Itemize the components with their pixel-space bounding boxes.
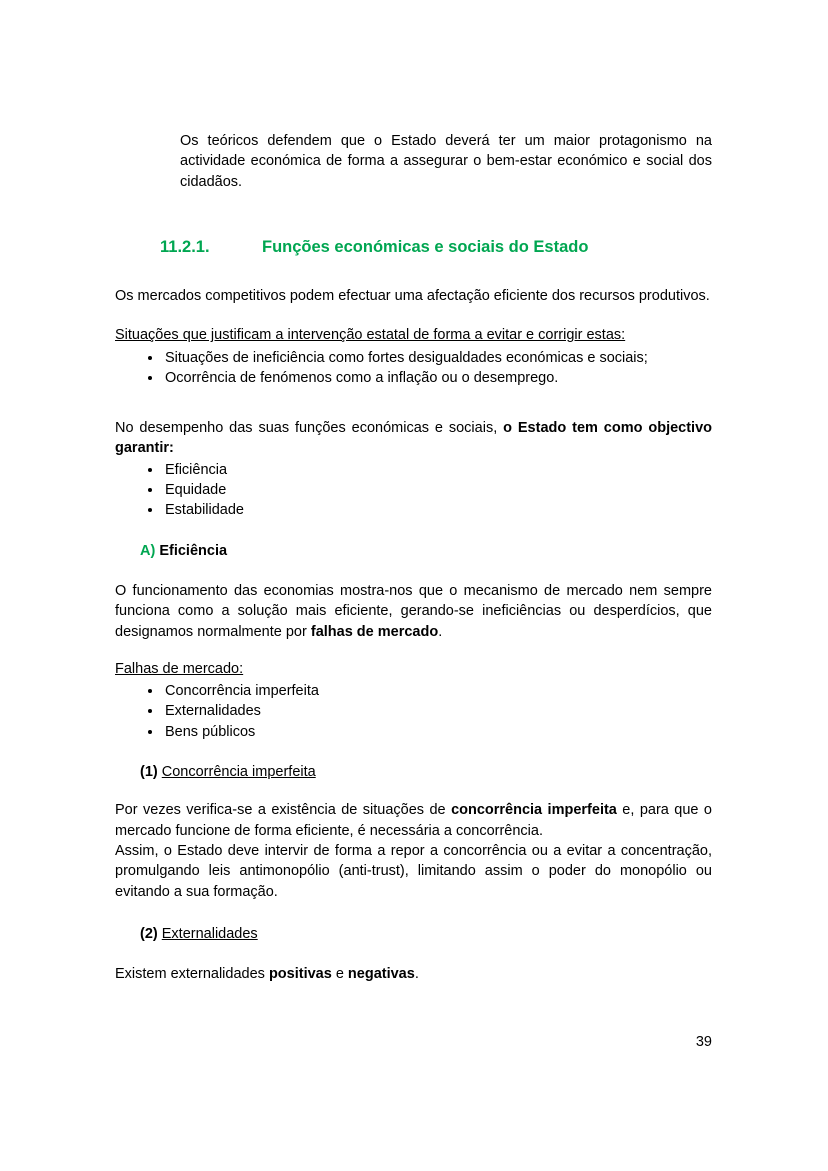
list-item: • Equidade bbox=[163, 480, 712, 500]
list-item: • Situações de ineficiência como fortes desigualdades económicas e sociais; bbox=[163, 348, 712, 368]
externalities-bold-1: positivas bbox=[268, 966, 332, 983]
intro-paragraph: Os teóricos defendem que o Estado deverá ter um maior protagonismo na actividade económica de forma a assegurar o bem-estar económico e social dos cidadãos. bbox=[180, 133, 712, 190]
externalities-post: . bbox=[414, 966, 419, 983]
objectives-paragraph bbox=[115, 418, 712, 459]
externalities-bold-2: negativas bbox=[347, 966, 415, 983]
section-a-heading bbox=[140, 541, 712, 561]
competition-p1-bold: concorrência imperfeita bbox=[451, 802, 617, 819]
section-heading bbox=[160, 236, 712, 259]
page-number: 39 bbox=[695, 1034, 712, 1050]
list-item: • Estabilidade bbox=[163, 500, 712, 520]
situations-list bbox=[115, 348, 712, 389]
externalities-paragraph bbox=[115, 964, 712, 984]
efficiency-paragraph bbox=[115, 581, 712, 642]
efficiency-text-bold: falhas de mercado bbox=[310, 623, 439, 640]
objectives-list bbox=[115, 460, 712, 521]
competition-p1-pre: Por vezes verifica-se a existência de situações de bbox=[115, 802, 452, 819]
subsection-1-title: Concorrência imperfeita bbox=[161, 764, 316, 781]
list-item: • Concorrência imperfeita bbox=[163, 681, 712, 701]
efficiency-text-post: . bbox=[438, 623, 443, 640]
list-item: • Eficiência bbox=[163, 460, 712, 480]
subsection-2-label: (2) bbox=[140, 925, 158, 942]
section-heading-title: Funções económicas e sociais do Estado bbox=[262, 237, 589, 256]
market-failures-list bbox=[115, 681, 712, 742]
subsection-1-heading bbox=[140, 762, 712, 782]
objectives-lead-text: No desempenho das suas funções económicas e sociais, bbox=[115, 420, 504, 437]
competition-paragraph-1 bbox=[115, 800, 712, 841]
subsection-2-heading bbox=[140, 924, 712, 944]
externalities-pre: Existem externalidades bbox=[115, 966, 269, 983]
market-failures-heading: Falhas de mercado: bbox=[115, 660, 244, 677]
section-a-label: A) bbox=[140, 542, 156, 559]
objectives-bold-text: o Estado tem como objectivo garantir: bbox=[115, 420, 713, 457]
externalities-mid: e bbox=[331, 966, 348, 983]
markets-paragraph: Os mercados competitivos podem efectuar uma afectação eficiente dos recursos produtivos. bbox=[115, 287, 710, 304]
competition-paragraph-2: Assim, o Estado deve intervir de forma a repor a concorrência ou a evitar a concentração, promulgando leis antimonopólio (anti-trust), limitando assim o poder do monopólio ou evitando a sua formação. bbox=[115, 842, 712, 900]
list-item: • Ocorrência de fenómenos como a inflação ou o desemprego. bbox=[163, 368, 712, 388]
section-heading-number: 11.2.1. bbox=[160, 237, 210, 256]
section-a-title: Eficiência bbox=[159, 542, 228, 559]
list-item: • Bens públicos bbox=[163, 722, 712, 742]
subsection-1-label: (1) bbox=[140, 764, 158, 781]
efficiency-text-pre: O funcionamento das economias mostra-nos que o mecanismo de mercado nem sempre funciona como a solução mais eficiente, gerando-se ineficiências ou desperdícios, que designamos normalmente por bbox=[115, 582, 712, 640]
situations-heading: Situações que justificam a intervenção estatal de forma a evitar e corrigir estas: bbox=[115, 327, 626, 344]
list-item: • Externalidades bbox=[163, 701, 712, 721]
subsection-2-title: Externalidades bbox=[161, 925, 258, 942]
competition-p1-post: e, para que o mercado funcione de forma eficiente, é necessária a concorrência. bbox=[115, 802, 712, 839]
